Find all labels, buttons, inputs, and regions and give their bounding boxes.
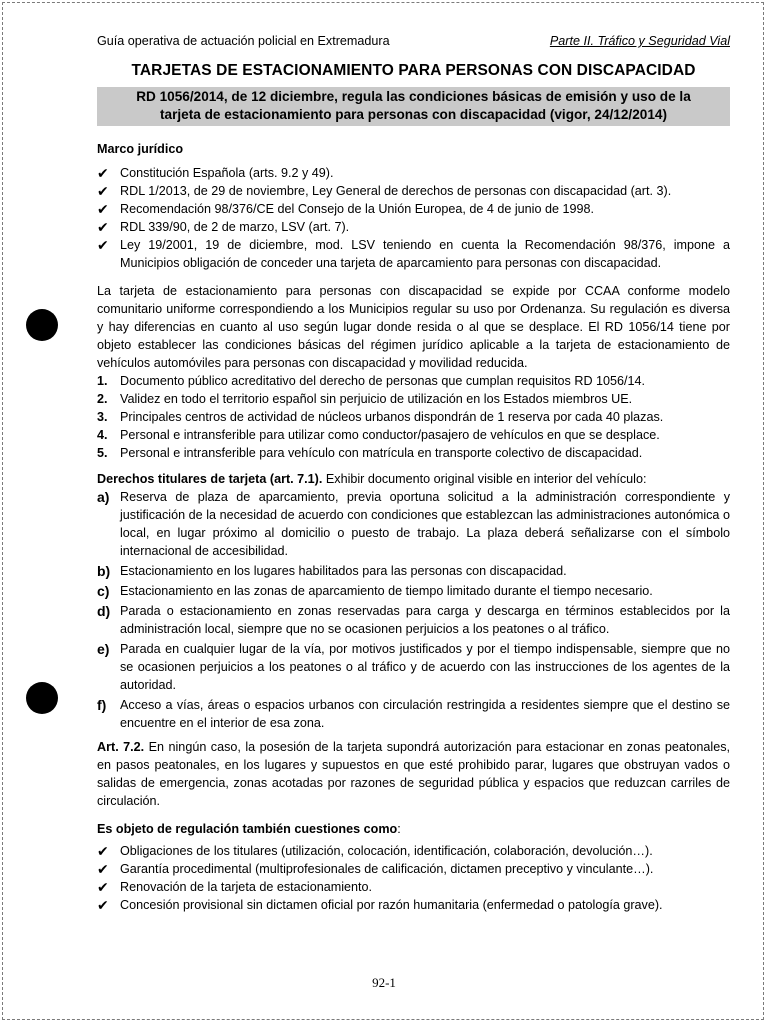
- list-item: ✔ RDL 339/90, de 2 de marzo, LSV (art. 7).: [97, 219, 350, 235]
- rd-title-box: [97, 87, 730, 126]
- check-icon: ✔: [97, 843, 109, 859]
- list-item: ✔ Recomendación 98/376/CE del Consejo de la Unión Europea, de 4 de junio de 1998.: [97, 201, 594, 217]
- check-icon: ✔: [97, 201, 109, 217]
- numbered-list: [97, 372, 730, 462]
- check-icon: ✔: [97, 897, 109, 913]
- running-header: [97, 30, 730, 50]
- list-item: d) Parada o estacionamiento en zonas reservadas para carga y descarga en términos establecidos por la administración local, siempre que no se ocasionen perjuicios a los peatones o al tráfico.: [97, 603, 730, 636]
- marco-heading: Marco jurídico: [97, 142, 184, 156]
- binder-hole-top: [26, 309, 58, 341]
- list-item: ✔ Obligaciones de los titulares (utilización, colocación, identificación, colaboración, devolución…).: [97, 843, 653, 859]
- art-7-2-paragraph: Art. 7.2. En ningún caso, la posesión de la tarjeta supondrá autorización para estacionar en zonas peatonales, en pasos peatonales, en los lugares y supuestos en que esté prohibido parar, lugares que obstruyan vados o salidas de emergencia, zonas acotadas por razones de seguridad pública y espacios que reduzcan carriles de circulación.: [97, 740, 730, 808]
- rd-title-line-1: RD 1056/2014, de 12 diciembre, regula las condiciones básicas de emisión y uso de la: [136, 89, 691, 104]
- header-left: Guía operativa de actuación policial en Extremadura: [97, 34, 390, 48]
- derechos-heading: Derechos titulares de tarjeta (art. 7.1). Exhibir documento original visible en interior del vehículo:: [97, 472, 647, 486]
- binder-hole-bottom: [26, 682, 58, 714]
- rd-title-line-2: tarjeta de estacionamiento para personas con discapacidad (vigor, 24/12/2014): [160, 107, 667, 122]
- check-icon: ✔: [97, 165, 109, 181]
- page-title: TARJETAS DE ESTACIONAMIENTO PARA PERSONAS CON DISCAPACIDAD: [131, 62, 696, 79]
- check-icon: ✔: [97, 879, 109, 895]
- list-item: 2. Validez en todo el territorio español sin perjuicio de utilización en los Estados miembros UE.: [97, 392, 633, 406]
- list-item: ✔ RDL 1/2013, de 29 de noviembre, Ley General de derechos de personas con discapacidad (art. 3).: [97, 183, 672, 199]
- list-item: b) Estacionamiento en los lugares habilitados para las personas con discapacidad.: [97, 563, 567, 579]
- marco-list: [97, 164, 730, 272]
- objeto-heading: Es objeto de regulación también cuestiones como:: [97, 822, 401, 836]
- list-item: ✔ Concesión provisional sin dictamen oficial por razón humanitaria (enfermedad o patología grave).: [97, 897, 663, 913]
- list-item: e) Parada en cualquier lugar de la vía, por motivos justificados y por el tiempo indispensable, siempre que no se ocasionen perjuicios a los peatones o al tráfico y de acuerdo con las instrucciones de los agentes de la autoridad.: [97, 641, 730, 692]
- list-item: a) Reserva de plaza de aparcamiento, previa oportuna solicitud a la administración correspondiente y justificación de la necesidad de acuerdo con condiciones que establezcan las administraciones autonómica o local, en lugar próximo al domicilio o puesto de trabajo. La plaza deberá señalizarse con el símbolo internacional de accesibilidad.: [97, 489, 730, 558]
- check-icon: ✔: [97, 219, 109, 235]
- list-item: 5. Personal e intransferible para vehículo con matrícula en transporte colectivo de discapacidad.: [97, 446, 643, 460]
- page-number: 92-1: [372, 975, 396, 990]
- check-icon: ✔: [97, 237, 109, 253]
- header-right: Parte II. Tráfico y Seguridad Vial: [549, 34, 730, 48]
- list-item: 4. Personal e intransferible para utilizar como conductor/pasajero de vehículos en que se desplace.: [97, 428, 660, 442]
- list-item: ✔ Renovación de la tarjeta de estacionamiento.: [97, 879, 373, 895]
- list-item: 3. Principales centros de actividad de núcleos urbanos dispondrán de 1 reserva por cada 40 plazas.: [97, 410, 664, 424]
- list-item: c) Estacionamiento en las zonas de aparcamiento de tiempo limitado durante el tiempo necesario.: [97, 583, 653, 599]
- objeto-list: [97, 842, 730, 914]
- check-icon: ✔: [97, 183, 109, 199]
- check-icon: ✔: [97, 861, 109, 877]
- list-item: ✔ Constitución Española (arts. 9.2 y 49).: [97, 165, 334, 181]
- intro-paragraph: La tarjeta de estacionamiento para personas con discapacidad se expide por CCAA conforme modelo comunitario uniforme correspondiendo a los Municipios regular su uso por Ordenanza. Su regulación es diversa y hay diferencias en cuanto al uso según lugar donde resida o al que se desplace. El RD 1056/14 tiene por objeto establecer las condiciones básicas del régimen jurídico aplicable a la tarjeta de estacionamiento de vehículos automóviles para personas con discapacidad y movilidad reducida.: [97, 284, 730, 370]
- list-item: ✔ Ley 19/2001, 19 de diciembre, mod. LSV teniendo en cuenta la Recomendación 98/376, impone a Municipios obligación de conceder una tarjeta de aparcamiento para personas con discapacidad.: [97, 237, 730, 270]
- list-item: 1. Documento público acreditativo del derecho de personas que cumplan requisitos RD 1056/14.: [97, 374, 646, 388]
- list-item: f) Acceso a vías, áreas o espacios urbanos con circulación restringida a residentes siempre que el destino se encuentre en el interior de esa zona.: [97, 697, 730, 730]
- document-body: [97, 30, 730, 914]
- list-item: ✔ Garantía procedimental (multiprofesionales de calificación, dictamen preceptivo y vinculante…).: [97, 861, 654, 877]
- derechos-list: [97, 488, 730, 732]
